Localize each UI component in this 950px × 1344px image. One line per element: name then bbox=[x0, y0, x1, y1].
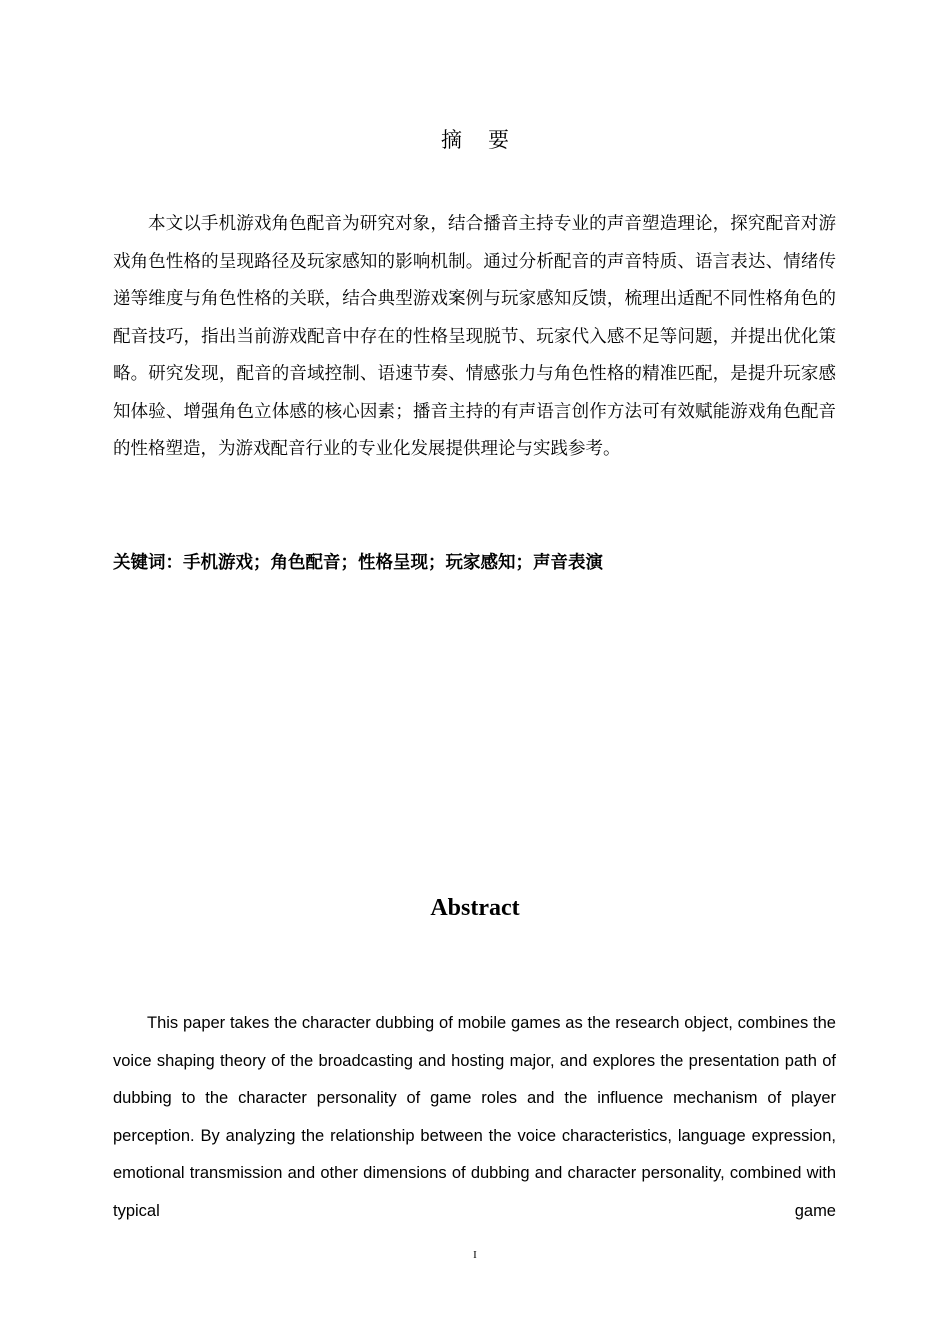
chinese-abstract-title: 摘要 bbox=[441, 128, 535, 152]
chinese-keywords: 关键词：手机游戏；角色配音；性格呈现；玩家感知；声音表演 bbox=[113, 553, 603, 573]
page-number: I bbox=[473, 1249, 477, 1261]
english-abstract-body: This paper takes the character dubbing of mobile games as the research object, combines the voice shaping theory of the broadcasting and hosting major, and explores the presentation path of dubbing to the character personality of game roles and the influence mechanism of player perception. By analyzing the relationship between the voice characteristics, language expression, emotional transmission and other dimensions of dubbing and character personality, combined with typical game bbox=[113, 1014, 836, 1220]
english-abstract-title: Abstract bbox=[430, 895, 520, 921]
chinese-abstract-body: 本文以手机游戏角色配音为研究对象，结合播音主持专业的声音塑造理论，探究配音对游戏角色性格的呈现路径及玩家感知的影响机制。通过分析配音的声音特质、语言表达、情绪传递等维度与角色性格的关联，结合典型游戏案例与玩家感知反馈，梳理出适配不同性格角色的配音技巧，指出当前游戏配音中存在的性格呈现脱节、玩家代入感不足等问题，并提出优化策略。研究发现，配音的音域控制、语速节奏、情感张力与角色性格的精准匹配，是提升玩家感知体验、增强角色立体感的核心因素；播音主持的有声语言创作方法可有效赋能游戏角色配音的性格塑造，为游戏配音行业的专业化发展提供理论与实践参考。 bbox=[113, 214, 836, 459]
